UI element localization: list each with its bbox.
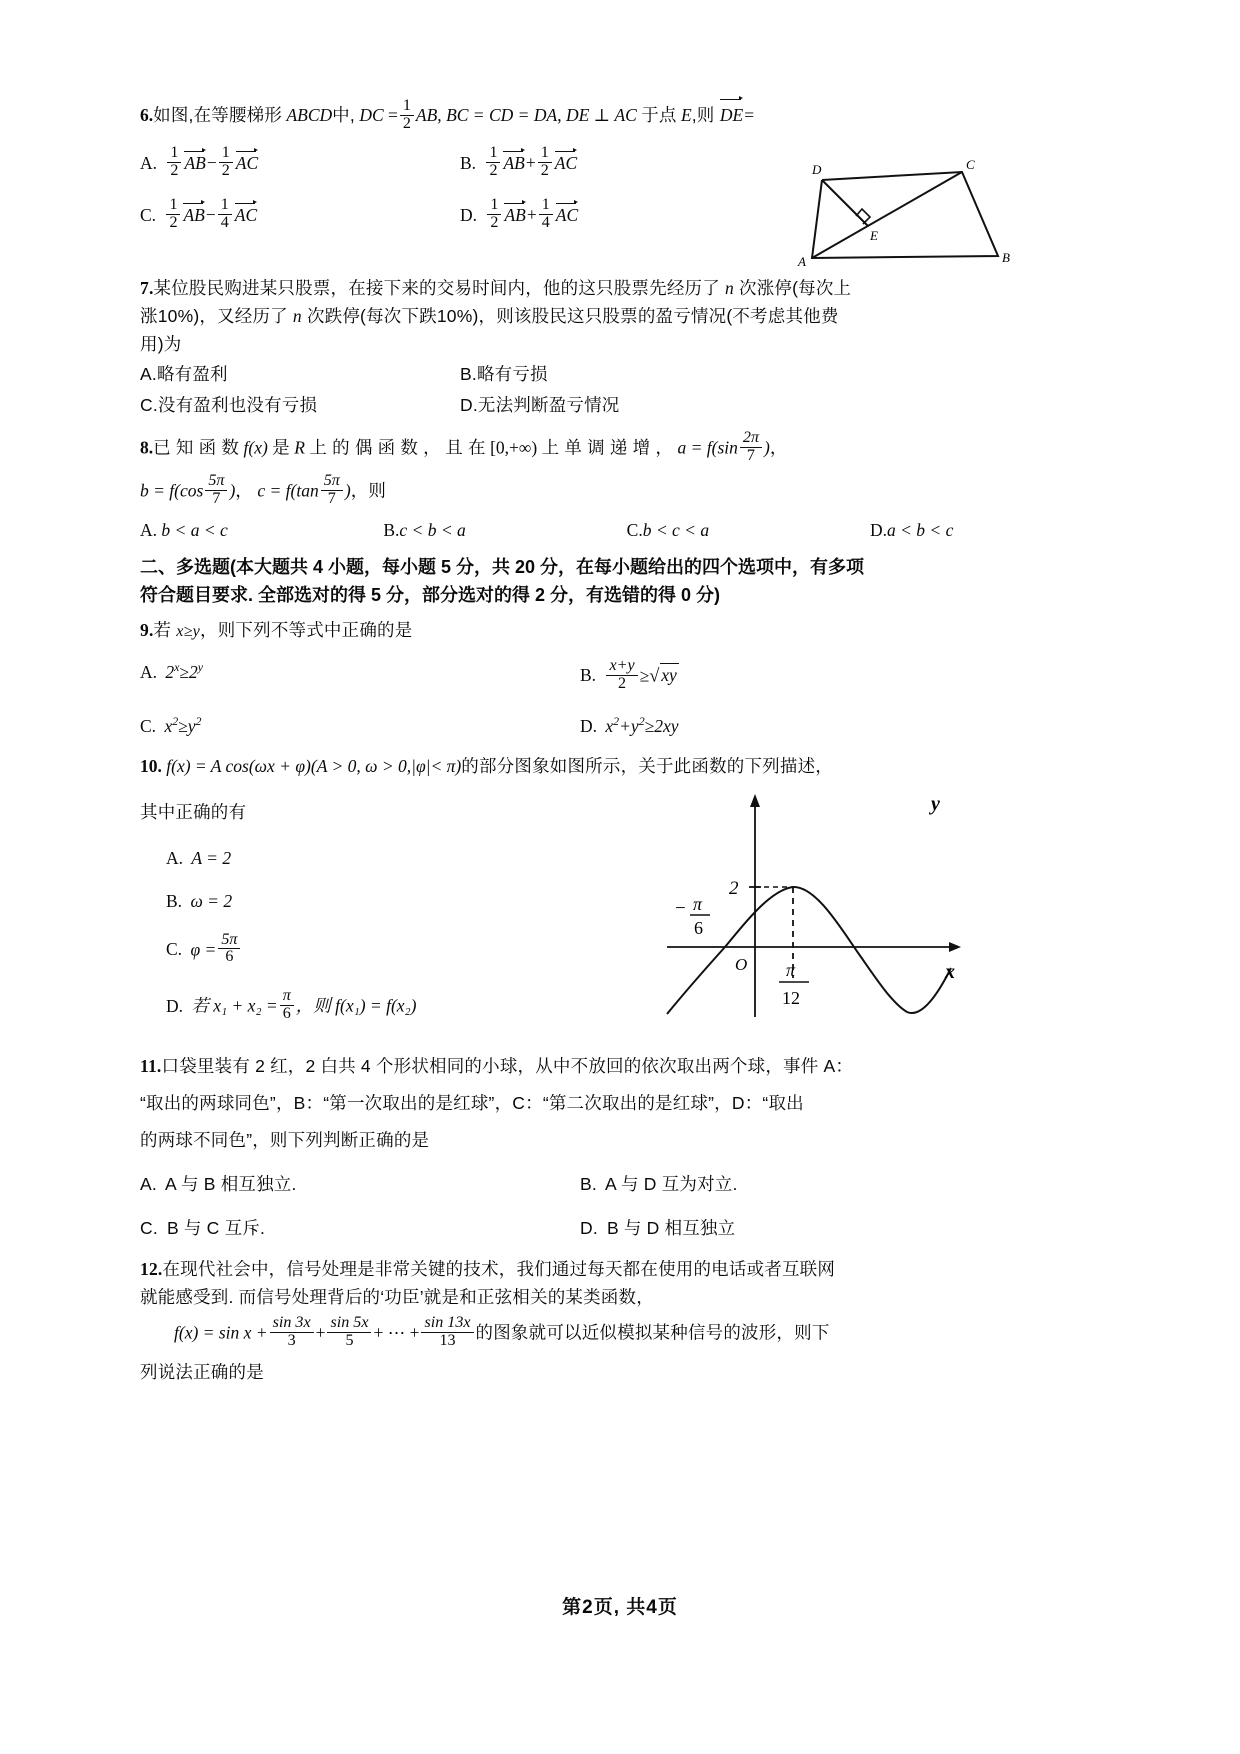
q8-b-eq: b = f(cos (140, 480, 204, 501)
option-c-label: C. (626, 519, 643, 540)
option-c[interactable] (140, 389, 460, 420)
q12-text-1: 在现代社会中，信号处理是非常关键的技术，我们通过每天都在使用的电话或者互联网 (162, 1259, 836, 1280)
option-d-frac: $\frac{\pi}{6}$ (280, 988, 294, 1023)
option-b[interactable] (580, 657, 1020, 711)
page-content (140, 98, 1020, 1392)
q6-eq: = (388, 105, 398, 125)
q6-ac: AC (614, 105, 637, 125)
q12-term-1: $\frac{\sin 3x}{3}$ (270, 1315, 314, 1350)
question-11-options (140, 1168, 1020, 1243)
option-b-text: A 与 D 互为对立. (605, 1174, 738, 1195)
option-d-label: D. (869, 519, 887, 540)
option-c-text: B 与 C 互斥. (166, 1218, 266, 1239)
q7-n2: n (292, 306, 302, 326)
q6-eq2: = (744, 105, 755, 125)
option-a-label: A. (140, 661, 158, 682)
question-7-stem-line3 (140, 330, 1020, 358)
page-footer: 第2页, 共4页 (562, 1597, 678, 1618)
option-d-expr: $x^2+y^2\ge 2xy$ (605, 713, 679, 736)
y-tick-2: 2 (729, 877, 739, 899)
q6-text-2: 中, (332, 105, 355, 125)
option-b-op: + (525, 152, 536, 173)
option-a-frac2: $\frac{1}{2}$ (219, 145, 233, 180)
option-a-op: − (206, 152, 217, 173)
option-a[interactable] (140, 144, 460, 185)
label-d: D (812, 162, 822, 177)
option-d-text: 无法判断盈亏情况 (477, 395, 620, 415)
option-a-vec1: AB (184, 150, 205, 174)
option-a-label: A. (140, 519, 158, 540)
question-6-options (140, 144, 780, 237)
question-8-number: 8. (140, 437, 154, 458)
question-9-number: 9. (140, 620, 154, 641)
option-c-frac2: $\frac{1}{4}$ (218, 197, 232, 232)
option-a-frac1: $\frac{1}{2}$ (167, 145, 181, 180)
section-two-line-2: 符合题目要求. 全部选对的得 5 分，部分选对的得 2 分，有选错的得 0 分) (140, 585, 721, 606)
q6-half: $\frac{1}{2}$ (400, 98, 414, 133)
option-b[interactable] (580, 1168, 1020, 1212)
option-d-label: D. (580, 1218, 598, 1239)
question-12-number: 12. (140, 1259, 163, 1280)
q12-formula-tail: 的图象就可以近似模拟某种信号的波形，则下 (475, 1322, 830, 1343)
option-c-label: C. (140, 395, 158, 415)
axis-label-x: x (945, 960, 955, 983)
q7-text-1: 某位股民购进某只股票，在接下来的交易时间内，他的这只股票先经历了 (153, 278, 720, 298)
option-c-label: C. (140, 1218, 158, 1239)
q6-ab: AB, (415, 105, 442, 125)
question-11 (140, 1052, 1020, 1243)
svg-text:−: − (675, 897, 686, 919)
option-d-label: D. (166, 995, 184, 1016)
q6-de-vector: DE (720, 98, 743, 129)
option-c-label: C. (166, 938, 183, 959)
question-11-number: 11. (140, 1056, 162, 1077)
question-8-stem-line2 (140, 471, 1020, 510)
question-10-stem (140, 752, 1020, 780)
trapezoid-figure (790, 158, 1020, 268)
q8-comma: ， (769, 437, 788, 458)
option-b-label: B. (580, 665, 597, 686)
q7-text-4: 次跌停(每次下跌10%)，则该股民这只股票的盈亏情况(不考虑其他费 (306, 306, 839, 326)
question-9-stem (140, 616, 1020, 645)
option-c-lead: φ = (190, 938, 217, 959)
q10-text-2: 的部分图象如图所示，关于此函数的下列描述， (461, 755, 833, 776)
option-c-text: b < c < a (642, 519, 710, 540)
option-a-text: A 与 B 相互独立. (165, 1174, 297, 1195)
question-6 (140, 98, 1020, 268)
option-b[interactable] (460, 358, 780, 389)
option-b-vec1: AB (503, 150, 524, 174)
q10-formula: f(x) = A cos(ωx + φ)(A > 0, ω > 0,|φ|< π) (166, 755, 462, 776)
question-10 (140, 752, 1020, 1037)
option-a-label: A. (166, 847, 184, 868)
option-a-label: A. (140, 1174, 157, 1195)
option-d-frac1: $\frac{1}{2}$ (487, 197, 501, 232)
option-b[interactable] (383, 518, 626, 543)
label-a: A (798, 254, 806, 268)
question-11-stem-line-3: 的两球不同色”，则下列判断正确的是 (140, 1130, 430, 1151)
question-10-body (140, 780, 1020, 1037)
option-d-frac2: $\frac{1}{4}$ (539, 197, 553, 232)
option-b-vec2: AC (555, 150, 577, 174)
perp-icon: ⊥ (593, 105, 611, 125)
option-b-label: B. (460, 152, 477, 173)
q7-text-3: 涨10%)，又经历了 (140, 306, 288, 326)
question-10-number: 10. (140, 755, 162, 776)
q9-text-2: ，则下列不等式中正确的是 (200, 620, 413, 641)
question-9 (140, 616, 1020, 739)
question-7 (140, 274, 1020, 420)
q6-text-3: 于点 (641, 105, 677, 125)
q6-abcd: ABCD (286, 105, 333, 125)
q12-plus-1: + (315, 1322, 326, 1343)
question-6-stem (140, 98, 1020, 134)
option-a[interactable] (140, 826, 620, 880)
q6-bccdda: BC = CD = DA (446, 105, 558, 125)
option-a-expr: $2^x\ge 2^y$ (165, 659, 204, 682)
option-d-text: B 与 D 相互独立 (606, 1218, 736, 1239)
option-a-text: A = 2 (191, 847, 232, 868)
q12-mid: + ⋯ + (373, 1322, 420, 1343)
svg-text:12: 12 (782, 987, 800, 1008)
option-a[interactable] (140, 657, 580, 711)
q6-comma: , (557, 105, 562, 125)
q7-n1: n (725, 278, 734, 298)
option-b-frac1: $\frac{1}{2}$ (486, 145, 500, 180)
option-a-label: A. (140, 152, 158, 173)
q6-de: DE (565, 105, 590, 125)
option-b-text: ω = 2 (190, 890, 233, 911)
option-b-label: B. (383, 519, 400, 540)
option-c[interactable] (140, 711, 580, 740)
svg-text:6: 6 (694, 917, 703, 938)
option-d-vec2: AC (556, 202, 578, 226)
option-d-op: + (526, 204, 537, 225)
question-9-options (140, 657, 1020, 740)
q8-a-close: ) (764, 437, 770, 458)
option-d-vec1: AB (504, 202, 525, 226)
q8-text-1: 已 知 函 数 (153, 437, 240, 458)
q7-text-2: 次涨停(每次上 (739, 278, 852, 298)
cosine-graph-figure (645, 782, 975, 1032)
option-d[interactable] (460, 185, 780, 237)
option-d[interactable] (140, 979, 620, 1036)
option-d-label: D. (460, 204, 478, 225)
question-7-stem-line2 (140, 302, 1020, 330)
q8-R: R (294, 437, 305, 458)
option-b-label: B. (460, 364, 477, 384)
q6-text-1: 如图,在等腰梯形 (153, 105, 283, 125)
q7-text-5: 用)为 (140, 334, 182, 354)
q12-term-3: $\frac{\sin 13x}{13}$ (421, 1315, 473, 1350)
question-8 (140, 429, 1020, 543)
option-a[interactable] (140, 1168, 580, 1212)
question-12-stem-line-1 (140, 1255, 1020, 1283)
q6-text-4: ,则 (691, 105, 715, 125)
option-b-frac: $\frac{x+y}{2}$ (606, 658, 637, 693)
option-d-label: D. (580, 715, 598, 736)
q12-formula-lead: f(x) = sin x + (174, 1322, 268, 1343)
question-12 (140, 1255, 1020, 1386)
q11-text-1: 口袋里装有 2 红，2 白共 4 个形状相同的小球，从中不放回的依次取出两个球，事件 A： (161, 1056, 854, 1077)
option-d-lead: 若 x₁ + x₂ = (191, 995, 278, 1016)
option-b-label: B. (166, 890, 183, 911)
question-10-figure-col (620, 780, 1000, 1032)
q8-c-eq: c = f(tan (257, 480, 319, 501)
option-d[interactable] (580, 1212, 1020, 1243)
option-c-label: C. (140, 204, 157, 225)
question-7-number: 7. (140, 278, 154, 298)
q8-text-4: 且 在 (445, 437, 486, 458)
option-d[interactable] (460, 389, 780, 420)
question-7-stem (140, 274, 1020, 302)
q8-interval: [0,+∞) (490, 437, 538, 458)
option-b-label: B. (580, 1174, 597, 1195)
q8-text-5: 上 单 调 递 增 ， (541, 437, 674, 458)
option-a-text: 略有盈利 (156, 364, 228, 384)
option-c-vec1: AB (183, 202, 204, 226)
option-c-op: − (205, 204, 216, 225)
q12-term-2: $\frac{\sin 5x}{5}$ (327, 1315, 371, 1350)
option-c[interactable] (140, 185, 460, 237)
question-12-stem-line-3: 列说法正确的是 (140, 1361, 264, 1382)
option-a-vec2: AC (236, 150, 258, 174)
question-12-formula (140, 1314, 1020, 1352)
radical-icon: √ (649, 665, 660, 686)
option-b-text: 略有亏损 (476, 364, 548, 384)
option-a-label: A. (140, 364, 157, 384)
option-c[interactable] (627, 518, 870, 543)
axis-label-y: y (931, 792, 940, 815)
option-b[interactable] (140, 880, 620, 923)
x-tick-neg-pi-over-6 (675, 894, 710, 938)
option-b[interactable] (460, 144, 780, 185)
q6-e: E (681, 105, 692, 125)
q10-text-3: 其中正确的有 (140, 801, 247, 822)
label-b: B (1002, 250, 1010, 265)
option-b-rel: ≥ (639, 665, 650, 686)
option-d-label: D. (460, 395, 478, 415)
question-11-stem-line-2: “取出的两球同色”，B：“第一次取出的是红球”，C：“第二次取出的是红球”，D：“取出 (140, 1093, 804, 1114)
q8-text-2: 是 (272, 437, 290, 458)
q8-tail: ，则 (350, 480, 387, 501)
origin-label: O (735, 954, 748, 974)
option-b-text: c < b < a (399, 519, 466, 540)
option-d-tail: ，则 f(x₁) = f(x₂) (295, 995, 417, 1016)
q8-b-close: ) (229, 480, 236, 501)
svg-text:π: π (786, 959, 796, 980)
option-c-frac1: $\frac{1}{2}$ (166, 197, 180, 232)
option-a-text: b < a < c (161, 519, 228, 540)
option-d[interactable] (580, 711, 1020, 740)
option-c-frac: $\frac{5\pi}{6}$ (218, 932, 240, 967)
question-8-stem (140, 429, 1020, 467)
q8-comma2: ， (235, 480, 253, 501)
option-b-radicand: xy (661, 665, 677, 686)
q8-c-close: ) (344, 480, 351, 501)
q8-b-frac: $\frac{5\pi}{7}$ (205, 473, 227, 508)
q9-text-1: 若 (153, 620, 172, 641)
x-tick-pi-over-12 (779, 960, 809, 1008)
question-11-stem-line-1 (140, 1052, 1020, 1080)
label-e: E (870, 228, 878, 243)
option-b-frac2: $\frac{1}{2}$ (538, 145, 552, 180)
option-c-text: 没有盈利也没有亏损 (157, 395, 318, 415)
label-c: C (966, 158, 975, 172)
question-12-stem-line-2: 就能感受到. 而信号处理背后的‘功臣’就是和正弦相关的某类函数， (140, 1287, 654, 1308)
q8-c-frac: $\frac{5\pi}{7}$ (321, 473, 343, 508)
q6-dc: DC (359, 105, 384, 125)
option-c-vec2: AC (235, 202, 257, 226)
option-c[interactable] (140, 1212, 580, 1243)
q8-text-3: 上 的 偶 函 数 ， (309, 437, 441, 458)
option-a[interactable] (140, 358, 460, 389)
question-7-options (140, 358, 780, 420)
q9-condition: x≥y (176, 623, 201, 641)
option-c-label: C. (140, 715, 157, 736)
q8-fx: f(x) (243, 437, 268, 458)
option-c[interactable] (140, 923, 620, 980)
svg-text:π: π (693, 893, 703, 914)
question-6-number: 6. (140, 105, 154, 125)
section-two-header (140, 553, 1020, 611)
question-10-options-col (140, 780, 620, 1037)
question-8-options (140, 518, 1020, 543)
option-d-text: a < b < c (887, 519, 954, 540)
option-c-expr: $x^2\ge y^2$ (164, 713, 202, 736)
option-a[interactable] (140, 518, 383, 543)
q8-a-frac: $\frac{2\pi}{7}$ (740, 430, 762, 465)
option-d[interactable] (870, 518, 1020, 543)
section-two-line-1: 二、多选题(本大题共 4 小题，每小题 5 分，共 20 分，在每小题给出的四个选项中，有多项 (140, 556, 865, 577)
q8-a-eq: a = f(sin (677, 437, 738, 458)
